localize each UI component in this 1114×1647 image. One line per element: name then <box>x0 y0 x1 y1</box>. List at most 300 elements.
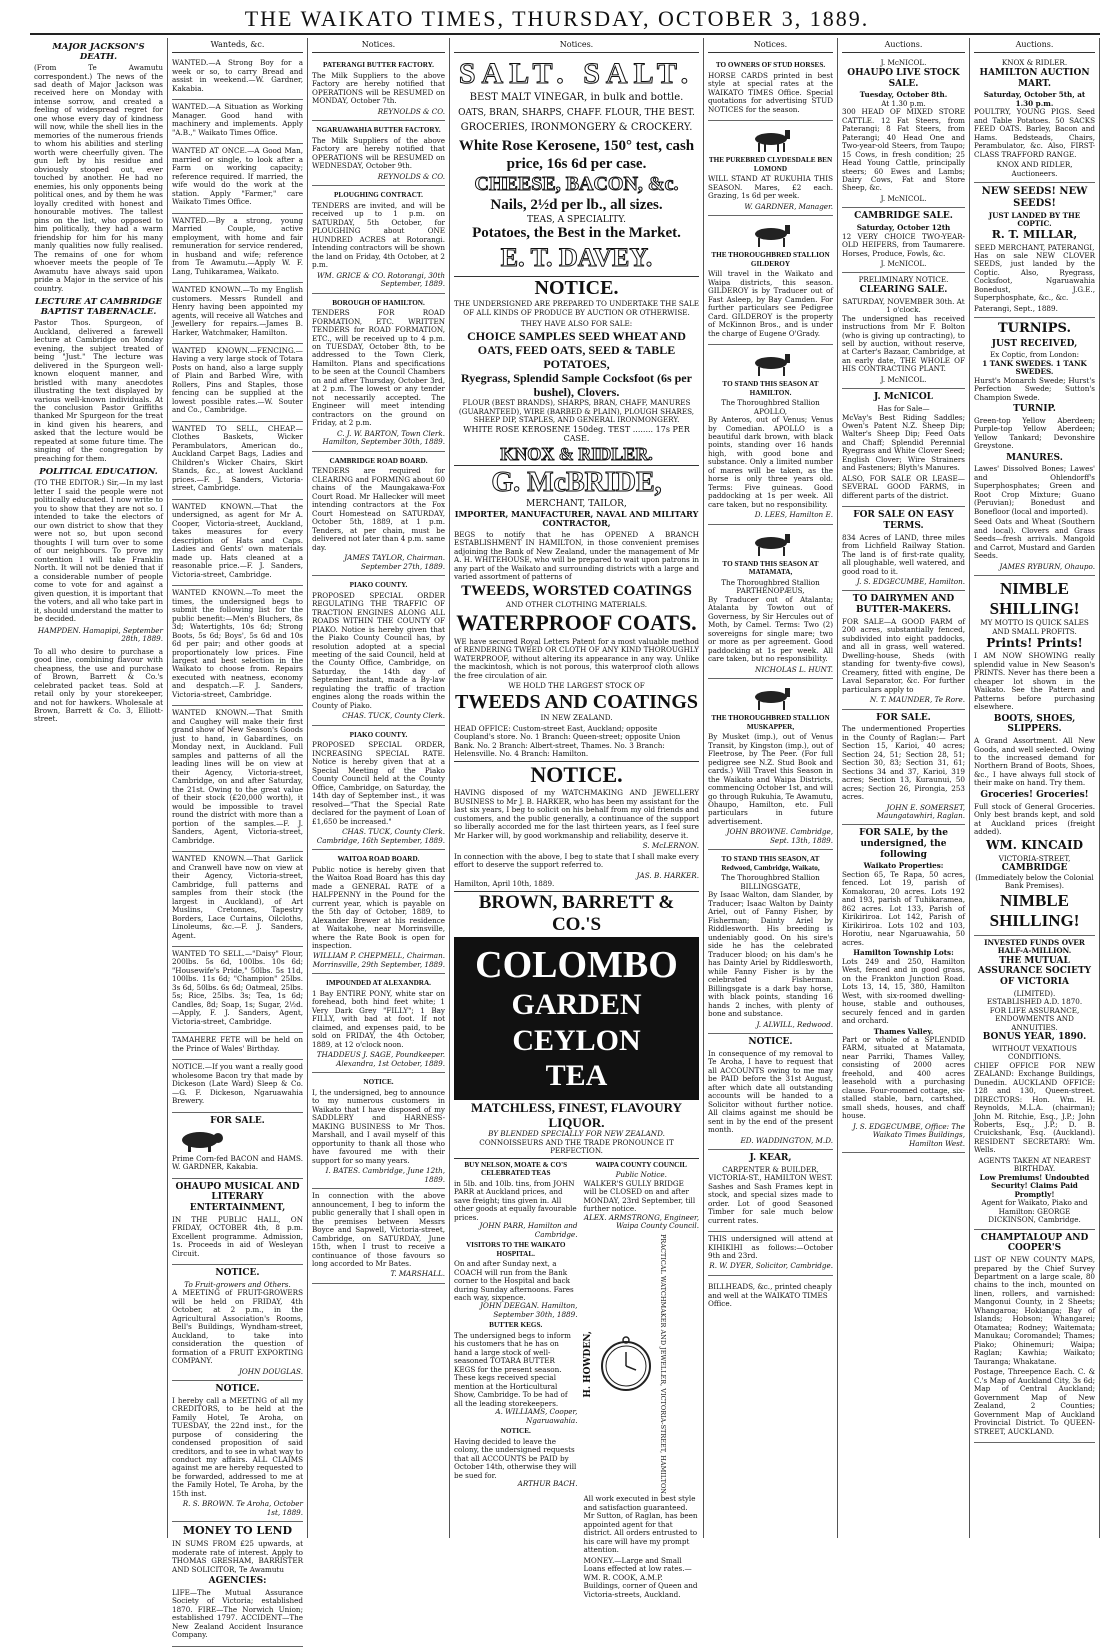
ad-notice-fruit <box>172 1265 303 1381</box>
ad-ryburn-seeds <box>974 318 1095 576</box>
ad-body-agencies: LIFE—The Mutual Assurance Society of Victoria; established 1870. FIRE—The Norwich Union; established 1797. ACCIDENT—The New Zealand Accident Insurance Company. <box>172 1587 303 1640</box>
notice2-heading: NOTICE. <box>454 761 699 788</box>
ad-body: 834 Acres of LAND, three miles from Lichfield Railway Station. The land is of first-rate quality, all ploughable, well watered, and good road to it. <box>842 532 965 576</box>
ad-parthenopaeus <box>708 525 833 679</box>
colombo-word: COLOMBO <box>475 943 678 986</box>
wanted-ad <box>172 144 303 213</box>
notice-heading: PIAKO COUNTY. <box>349 730 408 739</box>
article-body-political: (TO THE EDITOR.) Sir,—In my last letter I said the people were not politically educated. I now write to you to show that they are not so. I intended to take the electors of our own district to show that they were not so, but upon second thoughts I will turn over to some of our neighbours. To prove my contention I will take Franklin North. It will not be denied that if a considerable number of people come to vote for and against a given question, it is important that the voters, and all who take part in it, should understand the matter to be decided. <box>34 478 163 624</box>
ad-manures-heading: MANURES. <box>1006 452 1063 463</box>
low-premiums: Low Premiums! Undoubted Security! Claims Paid Promptly! <box>979 1172 1090 1199</box>
notice-flour: FLOUR (BEST BRANDS), SHARPS, BRAN, CHAFF, MANURES (GUARANTEED), WIRE (BARBED & PLAIN), PLOUGH SHARES, SHEEP DIP, STAPLES, AND GENERAL IRONMONGERY. <box>458 398 695 425</box>
ad-signature: JOHN BROWNE. Cambridge, Sept. 13th, 1889. <box>726 827 833 845</box>
ad-signature: JOHN DOUGLAS. <box>239 1366 303 1376</box>
ad-cambridge-sale <box>842 208 965 273</box>
notice-body: Public notice is hereby given that the Waitoa Road Board has this day made a GENERAL RATE of a HALFPENNY in the Pound for the current year, which is payable on the 5th day of October, 1889, to Alexander Brewer at his residence at Waitakohe, near Morrinsville, where the Rate Book is open for inspection. <box>312 864 445 950</box>
ad-body: The undermentioned Properties in the County of Raglan:— Part Section 15, Karioi, 40 acres; Section 24, 51; Section 28, 51; Section 30, 83; Section 31, 61; Sections 34 and 37, Karioi, 319 acres; Section 13, Kuraunui, 50 acres; Section 26, Pirongia, 253 acres. <box>842 724 965 802</box>
notice-kerosene: WHITE ROSE KEROSENE 150deg. TEST ........ 17s PER CASE. <box>463 424 690 444</box>
merchant-street: VICTORIA-STREET, <box>998 853 1071 863</box>
ad-signature: A. WILLIAMS, Cooper, Ngaruawahia. <box>495 1407 578 1425</box>
ad-offices: HEAD OFFICE: Custom-street East, Auckland; opposite Coupland's store. No. 1 Branch: Queen-street; opposite Union Bank. No. 2 Branch: Albert-street, Thames. No. 3 Branch: Helensville. No. 4 Branch: Hamilton. <box>454 723 681 759</box>
ad-body: Has on sale NEW CLOVER SEEDS, just landed by the Coptic. Also, Ryegrass, Cocksfoot, Ngaruawahia Bonedust, J.G.E., Superphosphate, &c., &c. <box>974 251 1095 303</box>
notice-signature: REYNOLDS & CO. <box>377 106 445 116</box>
notice2-body2: In connection with the above, I beg to state that I shall make every effort to deserve the support referred to. <box>454 851 699 870</box>
ad-tweeds-coatings: TWEEDS AND COATINGS <box>454 690 699 713</box>
ad-groceries: GROCERIES, IRONMONGERY & CROCKERY. <box>460 122 693 134</box>
notice-list <box>312 56 445 1284</box>
howden-body: All work executed in best style and satisfaction guaranteed. Mr Sutton, of Raglan, has been appointed agent for that district. All orders entrusted to his care will have my prompt attention. <box>583 1494 698 1555</box>
ad-body: On and after Sunday next, a COACH will run from the Bank corner to the Hospital and back during Sunday afternoons. Fares each way, sixpence. <box>454 1259 574 1302</box>
notice-body: PROPOSED SPECIAL ORDER REGULATING THE TRAFFIC OF TRACTION ENGINES ALONG ALL ROADS WITHIN THE COUNTY OF PIAKO. Notice is hereby given that the Piako County Council has, by resolution adopted at a special meeting of the said Council, held at the County Office, Cambridge, on Saturday, the 14th day of September instant, made a By-law regulating the traffic of traction engines along the roads within the County of Piako. <box>312 590 445 710</box>
ad-heading: FOR SALE. <box>876 712 931 723</box>
wanted-ad-text: WANTED AT ONCE.—A Good Man, married or single, to look after a Farm on working capacity; reference required. If married, the wife would do the work at the station. Apply "Farmer," care Waikato Times Office. <box>172 146 303 207</box>
ad-body: By Traducer out of Atalanta; Atalanta by Towton out of Governess, by Sir Hercules out of Moth, by Camel. Terms: Two (2) sovereigns for single mare; two or more as per agreement. Good paddocking at 1s per week. All care taken, but no responsibility. <box>708 594 833 664</box>
wanted-ad <box>172 706 303 852</box>
ad-body-hamilton: Lots 249 and 250, Hamilton West, fenced and in good grass, on the Frankton Junction Road. Lots 13, 14, 15, 380, Hamilton West, with six-roomed dwelling-house, stable and outhouses, securely fenced and in garden and orchard. <box>842 956 965 1026</box>
wanted-ad-text: WANTED KNOWN.—To my English customers. Messrs Rundell and Henry having been appointed my agents, will receive all Watches and Jewellery for repairs.—James B. Harker, Watchmaker, Hamilton. <box>172 285 303 337</box>
ad-heading: WAIPA COUNTY COUNCIL <box>595 1160 687 1169</box>
ad-body: Prime Corn-fed BACON and HAMS. W. GARDNER, Kakabia. <box>172 1153 303 1172</box>
merchant-location: (Immediately below the Colonial Bank Premises). <box>975 872 1094 891</box>
agent-name: Agent for Waikato, Piako and Hamilton: GEORGE DICKINSON, Cambridge. <box>981 1198 1088 1225</box>
ad-subheading-thames: Thames Valley. <box>873 1026 934 1036</box>
column-header: Wanteds, &c. <box>172 38 303 53</box>
ad-heading: FOR SALE ON EASY TERMS. <box>853 510 954 531</box>
notice-block <box>312 1189 445 1284</box>
ad-heading: VISITORS TO THE WAIKATO HOSPITAL. <box>465 1241 566 1258</box>
notice-signature: THADDEUS J. SAGE, Poundkeeper. Alexandra, 1st October, 1889. <box>316 1050 445 1068</box>
ad-heading: TO STAND THIS SEASON AT MATAMATA, <box>722 559 819 577</box>
wanted-ad-text: TAMAHERE FETE will be held on the Prince of Wales' Birthday. <box>172 1035 303 1053</box>
wanted-ad-text: WANTED KNOWN.—To meet the times, the undersigned begs to submit the following list for the public benefit:—Men's Bluchers, 8s 3d; Watertights, 10s 6d; Strong Boots, 5s 6d; Boys', 5s 6d and 10s 6d per pair; and other goods at proportionately low prices. Fine largest and best selection in the Waikato to choose from. Repairs executed with neatness, economy and despatch.—F. J. Sanders, Victoria-street, Cambridge. <box>172 588 303 699</box>
groceries-body: Full stock of General Groceries. Only best brands kept, and sold at Auckland prices (freight added). <box>974 801 1095 836</box>
ad-kear <box>708 1150 833 1232</box>
ad-subheading: The Thoroughbred Stallion PARTHENOPÆUS, <box>721 577 820 596</box>
wanted-ad-text: WANTED.—By a strong, young Married Couple, active employment, with home and fair remuneration for service rendered, in husband and wife; reference from Te Awamutu.—Apply W. F. Lang, Tuhikaramea, Waikato. <box>172 215 303 276</box>
wanted-ad <box>172 1033 303 1060</box>
ad-tweeds: TWEEDS, WORSTED COATINGS <box>461 583 692 600</box>
without-conditions: WITHOUT VEXATIOUS CONDITIONS. <box>992 1043 1077 1062</box>
prints-heading: Prints! Prints! <box>986 636 1083 651</box>
horse-icon <box>741 127 801 153</box>
ad-signature: NICHOLAS L. HUNT. <box>755 664 833 674</box>
ad-davey: E. T. DAVEY. <box>500 242 653 272</box>
notice-block <box>312 121 445 186</box>
wanted-ads-list <box>172 56 303 1112</box>
ad-body: McVay's Best Riding Saddles; Owen's Patent N.Z. Sheep Dip; Walter's Sheep Dip; Feed Oats and Chaff; Splendid Perennial Ryegrass and White Clover Seed; English Clover; Wire Strainers and Fasteners; Blyth's Manures. <box>842 412 965 473</box>
ad-mcnicol-has-for-sale <box>842 389 965 507</box>
notice-signature: CHAS. TUCK, County Clerk. <box>342 711 445 721</box>
notice-signature: CHAS. TUCK, County Clerk. Cambridge, 16th September, 1889. <box>316 827 445 845</box>
ad-subheading: Public Notice. <box>615 1170 667 1180</box>
merchant-trade: SEED MERCHANT, PATERANGI, <box>974 242 1095 252</box>
ad-body: in 5lb. and 10lb. tins, from JOHN PARR at Auckland prices, and save freight; tins given in. All other goods at equally favourable prices. <box>454 1178 577 1222</box>
ad-heading: TURNIPS. <box>997 321 1071 337</box>
ad-signature: ARTHUR BACH. <box>517 1479 578 1489</box>
wanted-ad <box>172 283 303 344</box>
notice-also: THEY HAVE ALSO FOR SALE: <box>520 319 633 329</box>
auctioneer: KNOX & RIDLER. <box>1001 58 1068 68</box>
boots-body: A Grand Assortment. All New Goods, and well selected. Owing to the increased demand for Northern Brand of Boots, Shoes, &c., I have always full stock of their make on hand. Try them. <box>974 736 1095 788</box>
ad-heading: CAMBRIDGE SALE. <box>854 211 953 222</box>
notice-heading: IMPOUNDED AT ALEXANDRA. <box>326 979 431 988</box>
notice-signature: JAMES TAYLOR, Chairman. September 27th, 1889. <box>344 553 445 571</box>
wanted-ad-text: WANTED KNOWN.—That the undersigned, as agent for Mr A. Cooper, Victoria-street, Auckland, takes measures for every description of Hats and Caps. Ladies and Gents' own materials made up. Hats cleaned at a reasonable price.—F. J. Sanders, Victoria-street, Cambridge. <box>172 501 303 579</box>
ad-heading: HAMILTON AUCTION MART. <box>979 67 1090 89</box>
ad-heading: MONEY TO LEND <box>182 1524 293 1538</box>
ad-body: THIS undersigned will attend at KIHIKIHI as follows:—October 9th and 23rd. <box>708 1234 833 1260</box>
ad-signature: N. T. MAUNDER, Te Rore. <box>869 695 965 705</box>
notice-block <box>312 726 445 850</box>
masthead-rule <box>30 33 1100 35</box>
merchant-town: CAMBRIDGE <box>1001 863 1068 874</box>
ad-body: By Musket (imp.), out of Venus Transit, by Kingston (imp.), out of Fleetrose, by The Peer. (For full pedigree see N.Z. Stud Book and cards.) Will Travel this Season in the Waikato and Waipa Districts, commencing October 1st, and will go through Rukuhia, Te Awamutu, Ohaupo, Hamilton, etc. Full particulars in future advertisement. <box>708 732 833 826</box>
ad-body: FOR SALE—A GOOD FARM of 200 acres, substantially fenced, subdivided into eight paddocks, and all in grass, well watered. Dwelling-house, Sheds (with standing for twenty-five cows), Creamery, fitted with engine, De Laval Separator, &c. For further particulars apply to <box>842 616 965 694</box>
wanted-ad <box>172 947 303 1033</box>
for-life: FOR LIFE ASSURANCE, ENDOWMENTS AND ANNUITIES. <box>989 1005 1080 1032</box>
notice2-body: HAVING disposed of my WATCHMAKING AND JEWELLERY BUSINESS to Mr J. B. HARKER, who has been my assistant for the last six years, I beg to solicit on his behalf from my old friends and customers, and the public generally, a continuance of the support so liberally accorded me for the last thirteen years, as I feel sure Mr Harker will, by good workmanship and reliability, deserve it. <box>454 788 699 840</box>
article-title-major-jackson: MAJOR JACKSON'S DEATH. <box>52 42 145 63</box>
ad-kerosene: White Rose Kerosene, 150° test, cash price, 16s 6d per case. <box>458 138 695 172</box>
notice-choice: CHOICE SAMPLES SEED WHEAT AND OATS, FEED OATS, SEED & TABLE POTATOES, <box>467 328 686 372</box>
ad-heading: NEW SEEDS! NEW SEEDS! <box>981 185 1088 209</box>
ad-signature: JOHN E. SOMERSET, Maungatawhiri, Raglan. <box>876 802 965 820</box>
prints-body: I AM NOW SHOWING really splendid value in New Season's PRINTS. Never has there been a cheaper lot shown in the Waikato. See the Pattern and Patterns before purchasing elsewhere. <box>974 651 1095 712</box>
merchant-name: WM. KINCAID <box>985 838 1083 853</box>
ad-subheading: Has for Sale— <box>877 404 930 414</box>
ad-heading: BUTTER KEGS. <box>489 1321 543 1330</box>
groceries-heading: Groceries! Groceries! <box>980 789 1089 800</box>
ad-body: HORSE CARDS printed in best style at special rates at the WAIKATO TIMES Office. Special quotations for advertising STUD NOTICES for the season. <box>708 70 833 114</box>
invested-funds: INVESTED FUNDS OVER HALF-A-MILLION. <box>984 937 1085 956</box>
wanted-ad-text: WANTED TO SELL, CHEAP.—Clothes Baskets, Wicker Perambulators, American do., Auckland Carpet Bags, Ladies and Children's Wicker Chairs, Skirt Stands, &c., at lowest Auckland prices.—F. J. Sanders, Victoria-street, Cambridge. <box>172 423 303 493</box>
notice-signature: REYNOLDS & CO. <box>377 171 445 181</box>
ad-champtaloup-maps <box>974 1230 1095 1443</box>
ad-heading: NOTICE. <box>215 1384 260 1394</box>
ad-heading: OHAUPO MUSICAL AND LITERARY ENTERTAINMENT, <box>175 1181 300 1214</box>
ad-body: IN SUMS FROM £25 upwards, at moderate rate of interest. Apply to THOMAS GRESHAM, BARRISTER AND SOLICITOR, Te Awamutu <box>172 1539 303 1574</box>
ceylon-word: CEYLON <box>512 1023 641 1057</box>
ad-apollo <box>708 345 833 525</box>
ad-hamilton-mart <box>974 56 1095 183</box>
ad-for-sale-bacon <box>172 1113 303 1179</box>
ad-body: By Isaac Walton, dam Slander, by Traducer; Isaac Walton by Dainty Ariel, out of Fanny Fisher, by Fisherman; Dainty Ariel by Riddlesworth. His breeding is undeniably good. On his sire's side he has the celebrated Traducer blood; on his dam's he has Dainty Ariel by Riddlesworth, while Fanny Fisher is by the celebrated Fisherman. Billingsgate is a dark bay horse, with black points, standing 16 hands 2 inches, with plenty of bone and substance. <box>708 890 833 1019</box>
column-auctions-left <box>838 38 970 1538</box>
notice-signature: I. BATES. Cambridge, June 12th, 1889. <box>325 1166 445 1184</box>
ad-billheads: BILLHEADS, &c., printed cheaply and well at the WAIKATO TIMES Office. <box>708 1282 832 1309</box>
ad-notice-creditors <box>172 1381 303 1522</box>
ad-signature: ED. WADDINGTON, M.D. <box>740 1135 833 1145</box>
notice-block <box>312 56 445 121</box>
wanted-ad <box>172 56 303 100</box>
ad-subheading-hamilton: Hamilton Township Lots: <box>853 948 954 958</box>
ad-signature: JOHN PARR, Hamilton and Cambridge. <box>479 1221 578 1239</box>
wanted-ad-text: WANTED TO SELL.—"Daisy" Flour, 200lbs. 5s 6d, 100lbs. 10s 6d; "Housewife's Pride," 50lbs. 5s 11d, 100lbs. 11s 6d; "Champion" 25lbs. 3s 6d, 50lbs. 6s 6d; Oatmeal, 25lbs. 5s; Rice, 25lbs. 3s; Tea, 1s 6d; Candles, 8d; Soap, 1s; Sugar, 2½d.—Apply, F. J. Sanders, Agent, Victoria-street, Cambridge. <box>172 949 303 1026</box>
wanted-ad <box>172 100 303 144</box>
ad-coptic: Ex Coptic, from London: <box>989 350 1080 360</box>
ad-heading: BUY NELSON, MOATE & CO'S CELEBRATED TEAS <box>464 1160 568 1178</box>
ad-signature: ALEX. ARMSTRONG, Engineer, Waipa County Council. <box>583 1212 699 1231</box>
ad-body: LIST OF NEW COUNTY MAPS, prepared by the Chief Survey Department on a large scale, 80 chains to the inch, mounted on linen, rollers, and varnished: Mangonui County, in 2 Sheets; Whangaroa; Hokianga; Bay of Islands; Hobson; Whangarei; Otamatea; Rodney; Waitemata; Manukau; Coromandel; Thames; Piako; Ohinemuri; Waipa; Raglan; Kawhia; Waikato; Tauranga; Whakatane. <box>974 1255 1095 1366</box>
ad-swedes: 1 TANK SWEDES. 1 TANK SWEDES. <box>982 358 1087 377</box>
ad-heading: FOR SALE, by the undersigned, the following <box>859 828 948 860</box>
ad-body: I hereby call a MEETING of all my CREDITORS, to be held at the Family Hotel, Te Aroha, on TUESDAY, the 22nd inst., for the purpose of considering the condensed proposition of said creditors, and to see in what way to conduct my affairs. ALL CLAIMS against me are hereby requested to be forwarded, addressed to me at the Family Hotel, Te Aroha, by the 15th inst. <box>172 1395 303 1498</box>
pocket-watch-icon <box>597 1335 655 1393</box>
ad-body: Section 65, Te Rapa, 50 acres, fenced. Lot 19, parish of Komakorau, 20 acres. Lots 192 and 193, parish of Tuhikaramea, 862 acres. Lot 133, Parish of Kirikiriroa. Lot 142, Parish of Kirikiriroa. Lots 102 and 103, Horotiu, near Ngaruawahia, 50 acres. <box>842 869 965 947</box>
ad-signature: Paterangi, Sept., 1889. <box>974 303 1058 313</box>
ad-heading: J. McNICOL <box>873 392 934 403</box>
ad-signature: W. GARDNER, Manager. <box>744 201 833 211</box>
prelim-notice: PRELIMINARY NOTICE. <box>858 275 949 285</box>
article-signature: HAMPDEN. Hamapipi, September 28th, 1889. <box>37 625 163 644</box>
ad-body-thames: Part or whole of a SPLENDID FARM, situated at Matamata, near Parriki, Thames Valley, consisting of 2000 acres freehold, and 400 acres leasehold with a purchasing clause. Four-roomed cottage, six-stalled stable, barn, cartshed, small sheds, houses, and chaff house. <box>842 1034 965 1121</box>
notice-body: TENDERS are required for CLEARING and FORMING about 60 chains of the Maungakawa-Fox Court Road. Mr Hallecker will meet intending contractors at the Fox Court Homestead on SATURDAY, October 5th, 1889, at 1 p.m. Tenders, at per chain, must be delivered not later than 4 p.m. same day. <box>312 466 445 552</box>
ad-body: Sashes and Sash Frames kept in stock, and special sizes made to order. Lot of good Seasoned Timber for sale much below current rates. <box>708 1181 833 1225</box>
horse-icon <box>741 685 801 711</box>
notice-signature: T. MARSHALL. <box>390 1269 445 1279</box>
wanted-ad-text: WANTED.—A Situation as Working Manager. Good hand with machinery and implements. Apply "A.B.," Waikato Times Office. <box>172 102 303 137</box>
auctioneer: J. McNICOL. <box>880 193 927 203</box>
ad-owners-stud-horses <box>708 56 833 121</box>
wanted-ad <box>172 1060 303 1112</box>
ad-signature: J. S. EDGECUMBE, Hamilton. <box>856 576 965 586</box>
ad-heading: THE MUTUAL ASSURANCE SOCIETY OF VICTORIA <box>977 955 1092 987</box>
ad-oats: OATS, BRAN, SHARPS, CHAFF. FLOUR, THE BEST. <box>458 107 695 118</box>
ad-mutual-assurance <box>974 936 1095 1230</box>
ad-teas: TEAS, A SPECIALITY. <box>527 214 626 225</box>
wanted-ad <box>172 214 303 283</box>
column-notices-left <box>308 38 450 1538</box>
article-body-lecture: Pastor Thos. Spurgeon, of Auckland, delivered a farewell lecture at Cambridge on Monday evening, the subject treated of being "Just." The lecture was delivered in the Spurgeon well-known eloquent manner, and bristled with many anecdotes illustrating the text displayed by various well-known individuals. At the conclusion Pastor Griffiths thanked Mr Spurgeon for the treat in kind given his hearers, and asked that the lecture would be repeated at some future time. The singing of the congregation by preaching for them. <box>34 318 163 463</box>
sale-date: SATURDAY, NOVEMBER 30th. At 1 o'clock. <box>842 296 965 315</box>
ad-heading: NOTICE. <box>215 1268 260 1279</box>
ad-knox-ridler: KNOX & RIDLER. <box>500 443 653 464</box>
ad-tail: Postage, Threepence Each. C. & C.'s Map of Auckland City, 3s 6d; Map of Central Auckland; Government Map of New Zealand, 2 Counties; Government Map of Auckland Provincial District. To QUEEN-STREET, AUCKLAND. <box>974 1367 1095 1436</box>
ad-body: WALKER'S GULLY BRIDGE will be CLOSED on and after MONDAY, 23rd September, till further notice. <box>583 1178 696 1214</box>
notice2-signature2: JAS. B. HARKER. <box>636 870 699 880</box>
ad-clearing-sale <box>842 273 965 389</box>
ad-heading: NOTICE. <box>500 1427 531 1436</box>
ad-heading: NOTICE. <box>748 1037 793 1048</box>
auctioneer: J. McNICOL. <box>880 374 927 384</box>
column-auctions-right <box>970 38 1100 1538</box>
column-header: Notices. <box>312 38 445 53</box>
column-stud-notices <box>704 38 838 1538</box>
ad-signature: R. S. BROWN. Te Aroha, October 1st, 1889. <box>182 1499 303 1517</box>
notice-block <box>312 576 445 726</box>
ad-subheading: JUST RECEIVED, <box>991 338 1078 349</box>
ad-signature: R. W. DYER, Solicitor, Cambridge. <box>709 1261 833 1271</box>
motto: MY MOTTO IS QUICK SALES AND SMALL PROFITS. <box>980 618 1089 636</box>
masthead <box>0 0 1114 36</box>
wanted-ad-text: WANTED KNOWN.—That Garlick and Cranwell have now on view at their Agency, Victoria-street, Cambridge, full patterns and samples from their stock (the largest in Auckland), of Art Muslins, Cretonnes, Tapestry Borders, Lace Curtains, Oilcloths, Linoleums, &c.—F. J. Sanders, Agent. <box>172 854 303 940</box>
ad-heading: THE THOROUGHBRED STALLION GILDEROY <box>711 251 830 268</box>
wanted-ad-text: WANTED KNOWN.—FENCING.—Having a very large stock of Totara Posts on hand, also a large supply of Plain and Barbed Wire, with Rollers, Pins and Staples, those fencing can be supplied at the lowest possible rates.—W. Souter and Co., Cambridge. <box>172 346 303 415</box>
wanted-ad <box>172 344 303 422</box>
bottom-split <box>454 1158 699 1599</box>
auctioneer: J. McNICOL. <box>880 258 927 268</box>
notice-block <box>312 186 445 293</box>
column-header: Notices. <box>454 38 699 53</box>
wanted-ad-text: NOTICE.—If you want a really good wholesome Bacon try that made by Dickeson (Late Ward) Sleep & Co.—G. F. Dickeson, Ngaruawahia Brewery. <box>172 1062 303 1106</box>
ad-potatoes: Potatoes, the Best in the Market. <box>472 225 681 242</box>
ad-turnip-heading: TURNIP. <box>1013 404 1056 415</box>
ad-heading: J. KEAR, <box>749 1153 792 1164</box>
ad-body: 300 HEAD OF MIXED STORE CATTLE. 12 Fat Steers, from Paterangi; 8 Fat Steers, from Paterangi; 40 Head One and Two-year-old Steers, from Taupo; 15 Cows, in fresh condition; 25 Head Young Cattle, principally steers; 60 Ewes and Lambs; Dairy Cows, Fat and Store Sheep, &c. <box>842 107 965 193</box>
column-wanteds <box>168 38 308 1640</box>
ad-cheese: CHEESE, BACON, &c. <box>474 173 679 196</box>
ad-vinegar: BEST MALT VINEGAR, in bulk and bottle. <box>469 91 684 103</box>
ad-body: In consequence of my removal to Te Aroha, I have to request that all ACCOUNTS owing to me may be PAID before the 31st August, after which date all outstanding accounts will be handed to a Solicitor without further notice. All claims against me should be sent in by the end of the present month. <box>708 1048 833 1135</box>
ad-body: The undersigned has received instructions from Mr F. Bolton (who is giving up contracting), to sell by auction, without reserve, at Carter's Bazaar, Cambridge, at an early date, THE WHOLE OF HIS CONTRACTING PLANT. <box>842 313 965 374</box>
ad-blended: BY BLENDED SPECIALLY FOR NEW ZEALAND. <box>488 1129 665 1139</box>
wanted-ad <box>172 852 303 947</box>
ad-waterproof: WATERPROOF COATS. <box>456 609 697 635</box>
notice2-signature: S. McLERNON. <box>642 841 699 851</box>
ad-dairymen <box>842 591 965 709</box>
notice-body: TENDERS are invited, and will be received up to 1 p.m. on SATURDAY, 5th October, for PLOUGHING about ONE HUNDRED ACRES at Rotorangi. Intending contractors will be shown the land on Friday, 4th October, at 2 p.m. <box>312 200 445 270</box>
established: ESTABLISHED A.D. 1870. <box>986 997 1083 1007</box>
notice-body: The Milk Suppliers to the above Factory are hereby notified that OPERATIONS will be RESUMED on MONDAY, October 7th. <box>312 70 445 106</box>
notice-heading: PLOUGHING CONTRACT. <box>334 191 423 200</box>
notice-body: In connection with the above announcement, I beg to inform the public generally that I shall open in the premises between Messrs Boyce and Sapwell, Victoria-street, Cambridge, on SATURDAY, June 15th, when I trust to receive a continuance of those favours so long accorded to Mr Bates. <box>312 1191 445 1268</box>
wanted-ad-text: WANTED KNOWN.—That Smith and Caughey will make their first grand show of New Season's Goods just to hand, in Gabardines, on Monday next, in Auckland. Full samples and patterns of all the leading lines will be on view at their Agency, Victoria-street, Cambridge, on and after Saturday, the 21st. Owing to the great value of their stock (£20,000 worth), it would be impossible to travel round the district with more than a portion of the samples.—F. J. Sanders, Agent, Victoria-street, Cambridge. <box>172 708 303 845</box>
howden-name: H. HOWDEN, <box>583 1331 594 1398</box>
ad-waddington-notice <box>708 1034 833 1150</box>
ad-gilderoy <box>708 216 833 345</box>
notice-block <box>312 1073 445 1189</box>
notice-body: THE UNDERSIGNED ARE PREPARED TO UNDERTAKE THE SALE OF ALL KINDS OF PRODUCE BY AUCTION OR OTHERWISE. <box>454 299 699 317</box>
column-header: Auctions. <box>974 38 1095 53</box>
sale-date: Tuesday, October 8th. <box>859 90 948 100</box>
ad-manures-body: Lawes' Dissolved Bones; Lawes' and Ohlendorff's Superphosphates; Green and Root Crop Mixture; Guano (Peruvian); Bonedust and Bonefloor (local and imported). <box>974 464 1095 516</box>
ad-largest: WE HOLD THE LARGEST STOCK OF <box>508 681 645 691</box>
nimble-shilling-heading-2: NIMBLE SHILLING! <box>989 890 1080 930</box>
ad-waterproof-body: WE have secured Royal Letters Patent for a most valuable method of RENDERING TWEED OR CLOTH OF ANY KIND THOROUGHLY WATERPROOF, without altering its appearance in any way. Unlike the mackintosh, which is not porous, this waterproof cloth allows the free circulation of air. <box>454 636 699 680</box>
horse-icon <box>741 531 801 557</box>
ad-other-cloth: AND OTHER CLOTHING MATERIALS. <box>505 600 648 610</box>
ad-body: WILL STAND AT RUKUHIA THIS SEASON. Mares, £2 each. Grazing, 1s 6d per week. <box>708 174 833 201</box>
horse-icon <box>741 351 801 377</box>
limited: (LIMITED). <box>1013 988 1056 998</box>
ad-heading: TO STAND THIS SEASON AT HAMILTON. <box>722 380 819 397</box>
article-body-major-jackson: (From Te Awamutu correspondent.) The news of the sad death of Major Jackson was received here on Monday with intense sorrow, and created a feeling of widespread regret for one whose every day of kindness will now, while the shell lies in the memories of the numerous friends to whom his abilities and sterling worth were cheerfully given. The gun left by his residue and obviously stooped out, ever touched by another. He had no enemies, his only opponents being political ones, and by them he was loyally credited with honest and honourable motives. The tallest pins on the list, who opposed to him politically, they had a warm friendship for him for his many manly qualities now fully realised. The remains of one for whom whoever meets the people of Te Awamutu have always said upon pride a Major in the service of his country. <box>34 63 163 293</box>
notice-heading: CAMBRIDGE ROAD BOARD. <box>329 456 428 465</box>
article-tail-tea: To all who desire to purchase a good line, combining flavour with cheapness, the use and purchase of Brown, Barrett & Co.'s celebrated packet teas. Sold at retail only by your storekeeper, and not for hawkers. Wholesale at Brown, Barrett & Co. 3, Elliott-street. <box>34 646 163 724</box>
chief-office: CHIEF OFFICE FOR NEW ZEALAND: Exchange Buildings, Dunedin. AUCKLAND OFFICE: 128 and 130, Queen-street. DIRECTORS: Hon. Wm. H. Reynolds, M.L.A. (chairman); John M. Ritchie, Esq., J.P.; John Roberts, Esq., J.P.; D. B. Cruickshank, Esq. (Auckland). RESIDENT SECRETARY: Wm. Wells. <box>974 1060 1095 1155</box>
notice-heading: NOTICE. <box>454 276 699 301</box>
ad-matchless: MATCHLESS, FINEST, FLAVOURY LIQUOR. <box>471 1099 682 1130</box>
ad-body: IN THE PUBLIC HALL, ON FRIDAY, OCTOBER 4th, 8 p.m. Excellent programme. Admission, 1s. Proceeds in aid of Wesleyan Circuit. <box>172 1214 303 1258</box>
notice-heading: PIAKO COUNTY. <box>349 581 408 590</box>
bottom-left <box>454 1159 577 1599</box>
ad-swedes-body: Hurst's Monarch Swede; Hurst's Perfection Swede; Sutton's Champion Swede. <box>974 375 1095 402</box>
ad-body: POULTRY, YOUNG PIGS. Seed and Table Potatoes. 50 SACKS FEED OATS. Barley, Bacon and Hams. Bedsteads, Chairs, Perambulator, &c. Also, FIRST-CLASS TRAFFORD RANGE. <box>974 107 1095 159</box>
ad-body: 12 VERY CHOICE TWO-YEAR-OLD HEIFERS, from Taumarere. Horses, Produce, Fowls, &c. <box>842 231 965 258</box>
notice-ryegrass: Ryegrass, Splendid Sample Cocksfoot (6s per bushel), Clovers. <box>461 371 692 400</box>
ad-ben-lomond <box>708 121 833 216</box>
ad-body: Having decided to leave the colony, the undersigned requests that all ACCOUNTS be PAID by October 14th, otherwise they will be sued for. <box>454 1436 577 1480</box>
wanted-ad <box>172 500 303 586</box>
ad-signature: JAMES RYBURN, Ohaupo. <box>999 561 1095 571</box>
ad-mcbride-importer: IMPORTER, MANUFACTURER, NAVAL AND MILITARY CONTRACTOR, <box>454 508 699 529</box>
ad-signature: J. S. EDGECUMBE, Office: The Waikato Times Buildings, Hamilton West. <box>852 1121 965 1148</box>
pig-icon <box>172 1128 232 1152</box>
ad-body: By Anteros, out of Venus; Venus by Comedian. APOLLO is a beautiful dark brown, with black points, standing over 16 hands high, with good bone and substance. Only a limited number of mares will be taken, as the horse is only three years old. Terms: Five guineas. Good paddocking at 1s per week. All care taken, but no responsibility. <box>708 415 833 509</box>
notice-heading: PATERANGI BUTTER FACTORY. <box>323 61 434 70</box>
notice-body: I, the undersigned, beg to announce to my numerous customers in Waikato that I have disposed of my SADDLERY and HARNESS-MAKING BUSINESS to Mr Thos. Marshall, and I avail myself of this opportunity to thank all those who have favoured me with their support for so many years. <box>312 1087 445 1165</box>
ad-subheading: Waikato Properties: <box>863 861 944 871</box>
nimble-shilling-heading: NIMBLE SHILLING! <box>989 579 1080 619</box>
ad-heading: TO OWNERS OF STUD HORSES. <box>715 61 826 70</box>
ad-ohaupo-entertainment <box>172 1179 303 1265</box>
sale-date: Saturday, October 5th, at 1.30 p.m. <box>983 90 1086 108</box>
ad-signature: D. LEES, Hamilton E. <box>754 510 833 520</box>
ad-heading: CLEARING SALE. <box>859 284 948 295</box>
ad-nails: Nails, 2½d per lb., all sizes. <box>490 197 663 213</box>
sale-time: At 1.30 p.m. <box>881 98 926 108</box>
ad-waikato-properties <box>842 825 965 1153</box>
column-notices-wide <box>450 38 704 1599</box>
merchant-name: R. T. MILLAR, <box>991 227 1078 241</box>
article-title-lecture: LECTURE AT CAMBRIDGE BAPTIST TABERNACLE. <box>35 297 162 318</box>
agents-taken: AGENTS TAKEN AT NEAREST BIRTHDAY. <box>978 1155 1091 1174</box>
ad-subheading: JUST LANDED BY THE COPTIC. <box>988 210 1081 229</box>
ad-money-to-lend <box>172 1522 303 1646</box>
garden-word: GARDEN <box>511 988 642 1022</box>
ad-in-nz: IN NEW ZEALAND. <box>540 713 613 723</box>
ad-millar-seeds <box>974 183 1095 318</box>
ad-body: Will travel in the Waikato and Waipa districts, this season. GILDEROY is by Traducer out of Fast Asleep, by Bay Camden. For further particulars see Pedigree Card. GILDEROY is the property of McKinnon Bros., and is under the charge of Eugene O'Grady. <box>708 269 833 338</box>
notice-block <box>312 452 445 576</box>
notice-body: The Milk Suppliers of the above Factory are hereby notified that OPERATIONS will be RESUMED on WEDNESDAY, October 9th. <box>312 135 445 171</box>
ad-heading: THE THOROUGHBRED STALLION MUSKAPPER, <box>711 714 830 731</box>
notice-body: TENDERS FOR ROAD FORMATION, ETC. WRITTEN TENDERS for ROAD FORMATION, ETC., will be received up to 4 p.m. on TUESDAY, October 8th, to be addressed to the Town Clerk, Hamilton. Plans and specifications to be seen at the Council Chambers on and after Thursday, October 3rd, at 2 p.m. The lowest or any tender not necessarily accepted. The Engineer will meet intending contractors on the ground on Friday, at 2 p.m. <box>312 308 445 428</box>
ad-subheading: The Thoroughbred Stallion BILLINGSGATE, <box>721 873 820 891</box>
ad-mcbride: G. McBRIDE, <box>454 465 699 499</box>
ad-seed-oats: Seed Oats and Wheat (Southern and local). Clovers and Grass Seeds—fresh arrivals. Mangold and Carrot, Mustard and Garden Seeds. <box>974 517 1095 561</box>
ad-connoisseurs: CONNOISSEURS AND THE TRADE PRONOUNCE IT PERFECTION. <box>479 1137 674 1156</box>
ad-easy-terms <box>842 507 965 591</box>
ad-muskapper <box>708 679 833 850</box>
ad-mcbride-body: BEGS to notify that he has OPENED A BRANCH ESTABLISHMENT IN HAMILTON, in those convenient premises adjoining the Bank of New Zealand, under the management of Mr A. H. WHITEHOUSE, who will be prepared to wait upon patrons in any part of the Waikato and surrounding districts with a large and varied assortment of patterns of <box>454 529 699 581</box>
ad-heading: TO STAND THIS SEASON, AT Redwood, Cambridge, Waikato, <box>721 855 820 872</box>
ad-kincaid <box>974 576 1095 936</box>
notice2-date: Hamilton, April 10th, 1889. <box>454 879 555 889</box>
wanted-ad-text: WANTED.—A Strong Boy for a week or so, to carry Bread and assist in weekend.—W. Gardner, Kakabia. <box>172 58 303 93</box>
column-header: Notices. <box>708 38 833 53</box>
boots-heading: BOOTS, SHOES, SLIPPERS. <box>993 713 1076 735</box>
notice-signature: WM. GRICE & CO. Rotorangi, 30th September, 1889. <box>317 270 445 289</box>
ad-heading: CHAMPTALOUP AND COOPER'S <box>980 1232 1089 1254</box>
ad-raglan-for-sale <box>842 710 965 826</box>
auctioneer: KNOX AND RIDLER, Auctioneers. <box>996 160 1073 178</box>
ad-ohaupo-sale <box>842 56 965 208</box>
newspaper-title: THE WAIKATO TIMES, THURSDAY, OCTOBER 3, 1889. <box>244 6 870 31</box>
ad-heading: THE PUREBRED CLYDESDALE BEN LOMOND <box>708 156 833 173</box>
notice-heading: BOROUGH OF HAMILTON. <box>332 298 425 307</box>
ad-dyer <box>708 1232 833 1276</box>
money-loans: MONEY.—Large and Small Loans effected at low rates.—WM. R. COOK, A.M.P. Buildings, corner of Queen and Victoria-streets, Auckland. <box>583 1555 698 1599</box>
howden-trade: PRACTICAL WATCHMAKER AND JEWELLER, VICTORIA-STREET, HAMILTON. <box>658 1233 667 1496</box>
horse-icon <box>741 222 801 248</box>
wanted-ad <box>172 422 303 500</box>
bonus-year: BONUS YEAR, 1890. <box>982 1032 1087 1043</box>
ad-body: The undersigned begs to inform his customers that he has on hand a large stock of well-seasoned TOTARA BUTTER KEGS for the present season. These kegs received special mention at the Horticultural Show, Cambridge. To be had of all the leading storekeepers. <box>454 1330 571 1408</box>
notice-signature: WILLIAM P. CHEPMELL, Chairman. Morrinsville, 29th September, 1889. <box>312 951 445 969</box>
ad-subheading: CARPENTER & BUILDER, VICTORIA-ST., HAMILTON WEST. <box>708 1164 833 1183</box>
ad-subheading: To Fruit-growers and Others. <box>184 1279 291 1289</box>
